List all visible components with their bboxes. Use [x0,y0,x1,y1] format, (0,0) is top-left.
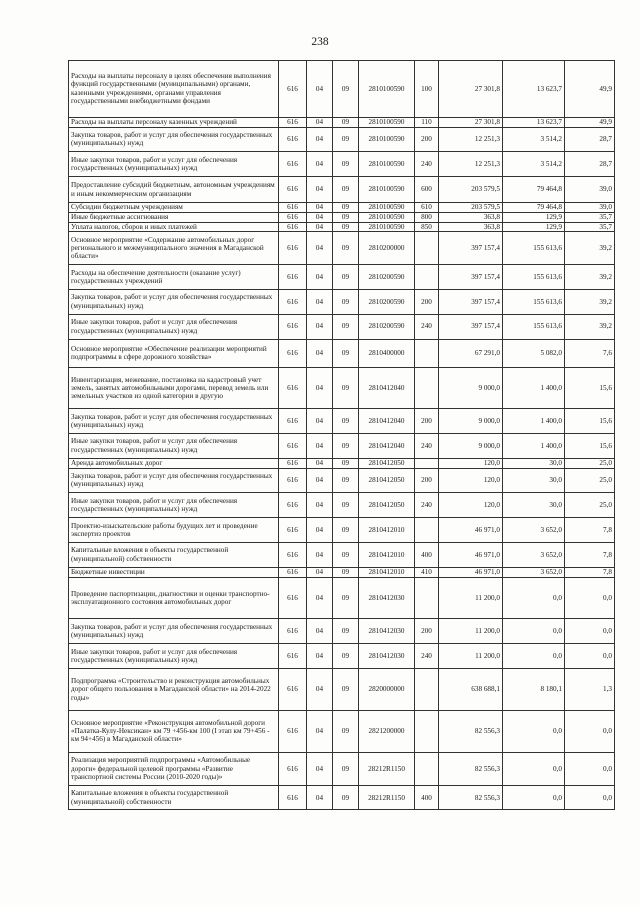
target-article-cell: 28212R1150 [359,752,415,786]
section-cell: 04 [307,433,333,458]
actual-amount-cell: 0,0 [503,577,565,619]
section-cell: 04 [307,619,333,644]
target-article-cell: 2821200000 [359,710,415,752]
table-row [69,202,615,212]
grbs-cell: 616 [279,567,307,577]
grbs-cell: 616 [279,265,307,290]
subsection-cell: 09 [333,222,359,232]
row-name-cell: Закупка товаров, работ и услуг для обеспечения государственных (муниципальных) нужд [69,409,279,434]
planned-amount-cell: 27 301,8 [439,117,503,127]
table-row [69,710,615,752]
table-row [69,644,615,669]
subsection-cell: 09 [333,409,359,434]
table-row [69,433,615,458]
target-article-cell: 2810100590 [359,152,415,177]
actual-amount-cell: 30,0 [503,458,565,468]
execution-percent-cell: 7,8 [565,542,615,567]
table-row [69,232,615,265]
row-name-cell: Субсидии бюджетным учреждениям [69,202,279,212]
table-row [69,289,615,314]
budget-table [68,60,615,810]
target-article-cell: 2810200590 [359,289,415,314]
target-article-cell: 2810100590 [359,212,415,222]
row-name-cell: Иные бюджетные ассигнования [69,212,279,222]
grbs-cell: 616 [279,222,307,232]
row-name-cell: Расходы на обеспечение деятельности (оказание услуг) государственных учреждений [69,265,279,290]
section-cell: 04 [307,314,333,339]
expense-type-cell [415,577,439,619]
planned-amount-cell: 46 971,0 [439,542,503,567]
expense-type-cell [415,232,439,265]
expense-type-cell [415,710,439,752]
actual-amount-cell: 8 180,1 [503,668,565,710]
expense-type-cell: 200 [415,409,439,434]
target-article-cell: 2810412040 [359,409,415,434]
section-cell: 04 [307,61,333,118]
execution-percent-cell: 0,0 [565,644,615,669]
actual-amount-cell: 1 400,0 [503,368,565,409]
execution-percent-cell: 15,6 [565,368,615,409]
planned-amount-cell: 11 200,0 [439,644,503,669]
subsection-cell: 09 [333,710,359,752]
row-name-cell: Бюджетные инвестиции [69,567,279,577]
expense-type-cell: 110 [415,117,439,127]
table-row [69,222,615,232]
planned-amount-cell: 9 000,0 [439,409,503,434]
row-name-cell: Иные закупки товаров, работ и услуг для обеспечения государственных (муниципальных) нужд [69,493,279,518]
expense-type-cell [415,458,439,468]
row-name-cell: Капитальные вложения в объекты государственной (муниципальной) собственности [69,542,279,567]
execution-percent-cell: 35,7 [565,222,615,232]
execution-percent-cell: 1,3 [565,668,615,710]
actual-amount-cell: 0,0 [503,710,565,752]
planned-amount-cell: 12 251,3 [439,127,503,152]
table-row [69,339,615,368]
section-cell: 04 [307,265,333,290]
table-row [69,152,615,177]
target-article-cell: 2810100590 [359,61,415,118]
row-name-cell: Предоставление субсидий бюджетным, автономным учреждениям и иным некоммерческим организациям [69,177,279,203]
target-article-cell: 2810412010 [359,518,415,543]
grbs-cell: 616 [279,493,307,518]
table-row [69,368,615,409]
subsection-cell: 09 [333,368,359,409]
grbs-cell: 616 [279,177,307,203]
subsection-cell: 09 [333,786,359,810]
execution-percent-cell: 25,0 [565,458,615,468]
actual-amount-cell: 13 623,7 [503,117,565,127]
expense-type-cell: 200 [415,289,439,314]
execution-percent-cell: 0,0 [565,752,615,786]
expense-type-cell: 100 [415,61,439,118]
target-article-cell: 2810412050 [359,468,415,493]
execution-percent-cell: 25,0 [565,493,615,518]
expense-type-cell [415,752,439,786]
actual-amount-cell: 155 613,6 [503,232,565,265]
expense-type-cell: 800 [415,212,439,222]
subsection-cell: 09 [333,152,359,177]
subsection-cell: 09 [333,493,359,518]
actual-amount-cell: 30,0 [503,468,565,493]
grbs-cell: 616 [279,710,307,752]
execution-percent-cell: 15,6 [565,433,615,458]
execution-percent-cell: 15,6 [565,409,615,434]
actual-amount-cell: 155 613,6 [503,265,565,290]
subsection-cell: 09 [333,668,359,710]
grbs-cell: 616 [279,468,307,493]
subsection-cell: 09 [333,752,359,786]
grbs-cell: 616 [279,339,307,368]
row-name-cell: Закупка товаров, работ и услуг для обеспечения государственных (муниципальных) нужд [69,619,279,644]
section-cell: 04 [307,117,333,127]
planned-amount-cell: 203 579,5 [439,202,503,212]
table-row [69,314,615,339]
actual-amount-cell: 0,0 [503,619,565,644]
section-cell: 04 [307,518,333,543]
grbs-cell: 616 [279,409,307,434]
expense-type-cell [415,368,439,409]
subsection-cell: 09 [333,314,359,339]
expense-type-cell [415,339,439,368]
row-name-cell: Иные закупки товаров, работ и услуг для обеспечения государственных (муниципальных) нужд [69,433,279,458]
subsection-cell: 09 [333,289,359,314]
section-cell: 04 [307,368,333,409]
subsection-cell: 09 [333,577,359,619]
target-article-cell: 2820000000 [359,668,415,710]
grbs-cell: 616 [279,368,307,409]
row-name-cell: Закупка товаров, работ и услуг для обеспечения государственных (муниципальных) нужд [69,127,279,152]
row-name-cell: Иные закупки товаров, работ и услуг для обеспечения государственных (муниципальных) нужд [69,152,279,177]
subsection-cell: 09 [333,232,359,265]
target-article-cell: 2810100590 [359,202,415,212]
row-name-cell: Уплата налогов, сборов и иных платежей [69,222,279,232]
planned-amount-cell: 397 157,4 [439,289,503,314]
execution-percent-cell: 49,9 [565,61,615,118]
actual-amount-cell: 1 400,0 [503,433,565,458]
table-row [69,265,615,290]
grbs-cell: 616 [279,202,307,212]
execution-percent-cell: 35,7 [565,212,615,222]
expense-type-cell: 600 [415,177,439,203]
planned-amount-cell: 363,8 [439,212,503,222]
planned-amount-cell: 11 200,0 [439,619,503,644]
section-cell: 04 [307,644,333,669]
expense-type-cell [415,265,439,290]
execution-percent-cell: 39,2 [565,289,615,314]
planned-amount-cell: 27 301,8 [439,61,503,118]
actual-amount-cell: 79 464,8 [503,177,565,203]
execution-percent-cell: 7,8 [565,567,615,577]
target-article-cell: 2810200590 [359,314,415,339]
section-cell: 04 [307,232,333,265]
actual-amount-cell: 1 400,0 [503,409,565,434]
target-article-cell: 2810100590 [359,177,415,203]
grbs-cell: 616 [279,212,307,222]
target-article-cell: 28212R1150 [359,786,415,810]
table-row [69,518,615,543]
table-row [69,493,615,518]
expense-type-cell: 240 [415,152,439,177]
execution-percent-cell: 28,7 [565,127,615,152]
row-name-cell: Иные закупки товаров, работ и услуг для обеспечения государственных (муниципальных) нужд [69,644,279,669]
table-row [69,127,615,152]
execution-percent-cell: 39,2 [565,314,615,339]
table-row [69,668,615,710]
grbs-cell: 616 [279,752,307,786]
planned-amount-cell: 82 556,3 [439,752,503,786]
execution-percent-cell: 0,0 [565,619,615,644]
section-cell: 04 [307,493,333,518]
table-row [69,577,615,619]
actual-amount-cell: 129,9 [503,222,565,232]
actual-amount-cell: 3 652,0 [503,567,565,577]
row-name-cell: Закупка товаров, работ и услуг для обеспечения государственных (муниципальных) нужд [69,289,279,314]
row-name-cell: Иные закупки товаров, работ и услуг для обеспечения государственных (муниципальных) нужд [69,314,279,339]
subsection-cell: 09 [333,265,359,290]
execution-percent-cell: 39,0 [565,202,615,212]
execution-percent-cell: 0,0 [565,710,615,752]
target-article-cell: 2810412030 [359,644,415,669]
actual-amount-cell: 0,0 [503,786,565,810]
execution-percent-cell: 28,7 [565,152,615,177]
expense-type-cell [415,518,439,543]
subsection-cell: 09 [333,433,359,458]
grbs-cell: 616 [279,289,307,314]
table-row [69,61,615,118]
section-cell: 04 [307,222,333,232]
actual-amount-cell: 155 613,6 [503,289,565,314]
expense-type-cell: 410 [415,567,439,577]
planned-amount-cell: 67 291,0 [439,339,503,368]
actual-amount-cell: 79 464,8 [503,202,565,212]
execution-percent-cell: 25,0 [565,468,615,493]
planned-amount-cell: 120,0 [439,493,503,518]
row-name-cell: Основное мероприятие «Содержание автомобильных дорог регионального и межмуниципального значения в Магаданской области» [69,232,279,265]
expense-type-cell: 240 [415,433,439,458]
section-cell: 04 [307,177,333,203]
subsection-cell: 09 [333,117,359,127]
subsection-cell: 09 [333,212,359,222]
planned-amount-cell: 638 688,1 [439,668,503,710]
row-name-cell: Расходы на выплаты персоналу казенных учреждений [69,117,279,127]
subsection-cell: 09 [333,127,359,152]
grbs-cell: 616 [279,117,307,127]
grbs-cell: 616 [279,786,307,810]
expense-type-cell [415,668,439,710]
actual-amount-cell: 129,9 [503,212,565,222]
target-article-cell: 2810200590 [359,265,415,290]
row-name-cell: Проектно-изыскательские работы будущих лет и проведение экспертиз проектов [69,518,279,543]
section-cell: 04 [307,542,333,567]
subsection-cell: 09 [333,339,359,368]
page-number: 238 [311,36,329,48]
planned-amount-cell: 9 000,0 [439,433,503,458]
section-cell: 04 [307,152,333,177]
table-row [69,619,615,644]
section-cell: 04 [307,289,333,314]
section-cell: 04 [307,202,333,212]
planned-amount-cell: 203 579,5 [439,177,503,203]
actual-amount-cell: 5 082,0 [503,339,565,368]
row-name-cell: Подпрограмма «Строительство и реконструкция автомобильных дорог общего пользования в Магаданской области» на 2014-2022 годы» [69,668,279,710]
target-article-cell: 2810412050 [359,493,415,518]
row-name-cell: Инвентаризация, межевание, постановка на кадастровый учет земель, занятых автомобильными дорогами, перевод земель или земельных участков из одной категории в другую [69,368,279,409]
row-name-cell: Капитальные вложения в объекты государственной (муниципальной) собственности [69,786,279,810]
expense-type-cell: 200 [415,619,439,644]
grbs-cell: 616 [279,577,307,619]
expense-type-cell: 240 [415,644,439,669]
subsection-cell: 09 [333,644,359,669]
planned-amount-cell: 46 971,0 [439,567,503,577]
target-article-cell: 2810412010 [359,567,415,577]
row-name-cell: Основное мероприятие «Реконструкция автомобильной дороги «Палатка-Кулу-Нексикан» км 79 +456-км 100 (I этап км 79+456 - км 94+456) в Магаданской области» [69,710,279,752]
target-article-cell: 2810412030 [359,577,415,619]
section-cell: 04 [307,468,333,493]
row-name-cell: Аренда автомобильных дорог [69,458,279,468]
grbs-cell: 616 [279,644,307,669]
subsection-cell: 09 [333,468,359,493]
table-row [69,567,615,577]
planned-amount-cell: 363,8 [439,222,503,232]
subsection-cell: 09 [333,202,359,212]
table-row [69,458,615,468]
planned-amount-cell: 11 200,0 [439,577,503,619]
planned-amount-cell: 82 556,3 [439,786,503,810]
subsection-cell: 09 [333,567,359,577]
planned-amount-cell: 397 157,4 [439,265,503,290]
planned-amount-cell: 120,0 [439,468,503,493]
section-cell: 04 [307,339,333,368]
actual-amount-cell: 13 623,7 [503,61,565,118]
section-cell: 04 [307,710,333,752]
expense-type-cell: 400 [415,542,439,567]
execution-percent-cell: 0,0 [565,577,615,619]
planned-amount-cell: 120,0 [439,458,503,468]
grbs-cell: 616 [279,518,307,543]
table-row [69,752,615,786]
grbs-cell: 616 [279,314,307,339]
grbs-cell: 616 [279,152,307,177]
expense-type-cell: 240 [415,493,439,518]
expense-type-cell: 850 [415,222,439,232]
grbs-cell: 616 [279,433,307,458]
table-row [69,212,615,222]
actual-amount-cell: 0,0 [503,752,565,786]
target-article-cell: 2810412010 [359,542,415,567]
subsection-cell: 09 [333,177,359,203]
execution-percent-cell: 39,2 [565,232,615,265]
execution-percent-cell: 39,0 [565,177,615,203]
expense-type-cell: 200 [415,468,439,493]
section-cell: 04 [307,127,333,152]
section-cell: 04 [307,577,333,619]
row-name-cell: Реализация мероприятий подпрограммы «Автомобильные дороги» федеральной целевой программы «Развитие транспортной системы России (2010-2020 годы)» [69,752,279,786]
execution-percent-cell: 39,2 [565,265,615,290]
planned-amount-cell: 9 000,0 [439,368,503,409]
row-name-cell: Закупка товаров, работ и услуг для обеспечения государственных (муниципальных) нужд [69,468,279,493]
execution-percent-cell: 0,0 [565,786,615,810]
actual-amount-cell: 3 652,0 [503,542,565,567]
actual-amount-cell: 3 652,0 [503,518,565,543]
planned-amount-cell: 82 556,3 [439,710,503,752]
grbs-cell: 616 [279,232,307,265]
table-row [69,468,615,493]
section-cell: 04 [307,567,333,577]
section-cell: 04 [307,752,333,786]
grbs-cell: 616 [279,61,307,118]
expense-type-cell: 240 [415,314,439,339]
subsection-cell: 09 [333,458,359,468]
target-article-cell: 2810412040 [359,433,415,458]
planned-amount-cell: 397 157,4 [439,232,503,265]
grbs-cell: 616 [279,668,307,710]
planned-amount-cell: 12 251,3 [439,152,503,177]
execution-percent-cell: 7,6 [565,339,615,368]
row-name-cell: Основное мероприятие «Обеспечение реализации мероприятий подпрограммы в сфере дорожного хозяйства» [69,339,279,368]
planned-amount-cell: 397 157,4 [439,314,503,339]
table-row [69,409,615,434]
row-name-cell: Расходы на выплаты персоналу в целях обеспечения выполнения функций государственными (муниципальными) органами, казенными учреждениями, органами управления государственными внебюджетными фондами [69,61,279,118]
section-cell: 04 [307,458,333,468]
actual-amount-cell: 3 514,2 [503,152,565,177]
subsection-cell: 09 [333,619,359,644]
target-article-cell: 2810100590 [359,222,415,232]
grbs-cell: 616 [279,542,307,567]
target-article-cell: 2810412050 [359,458,415,468]
target-article-cell: 2810100590 [359,117,415,127]
section-cell: 04 [307,786,333,810]
table-row [69,542,615,567]
expense-type-cell: 610 [415,202,439,212]
actual-amount-cell: 155 613,6 [503,314,565,339]
actual-amount-cell: 0,0 [503,644,565,669]
table-row [69,117,615,127]
table-row [69,786,615,810]
table-row [69,177,615,203]
target-article-cell: 2810400000 [359,339,415,368]
table-body [69,61,615,810]
grbs-cell: 616 [279,619,307,644]
subsection-cell: 09 [333,518,359,543]
section-cell: 04 [307,212,333,222]
target-article-cell: 2810412040 [359,368,415,409]
section-cell: 04 [307,409,333,434]
grbs-cell: 616 [279,127,307,152]
execution-percent-cell: 49,9 [565,117,615,127]
actual-amount-cell: 30,0 [503,493,565,518]
expense-type-cell: 400 [415,786,439,810]
target-article-cell: 2810200000 [359,232,415,265]
planned-amount-cell: 46 971,0 [439,518,503,543]
target-article-cell: 2810100590 [359,127,415,152]
grbs-cell: 616 [279,458,307,468]
execution-percent-cell: 7,8 [565,518,615,543]
subsection-cell: 09 [333,542,359,567]
row-name-cell: Проведение паспортизации, диагностики и оценки транспортно-эксплуатационного состояния автомобильных дорог [69,577,279,619]
target-article-cell: 2810412030 [359,619,415,644]
section-cell: 04 [307,668,333,710]
expense-type-cell: 200 [415,127,439,152]
subsection-cell: 09 [333,61,359,118]
actual-amount-cell: 3 514,2 [503,127,565,152]
